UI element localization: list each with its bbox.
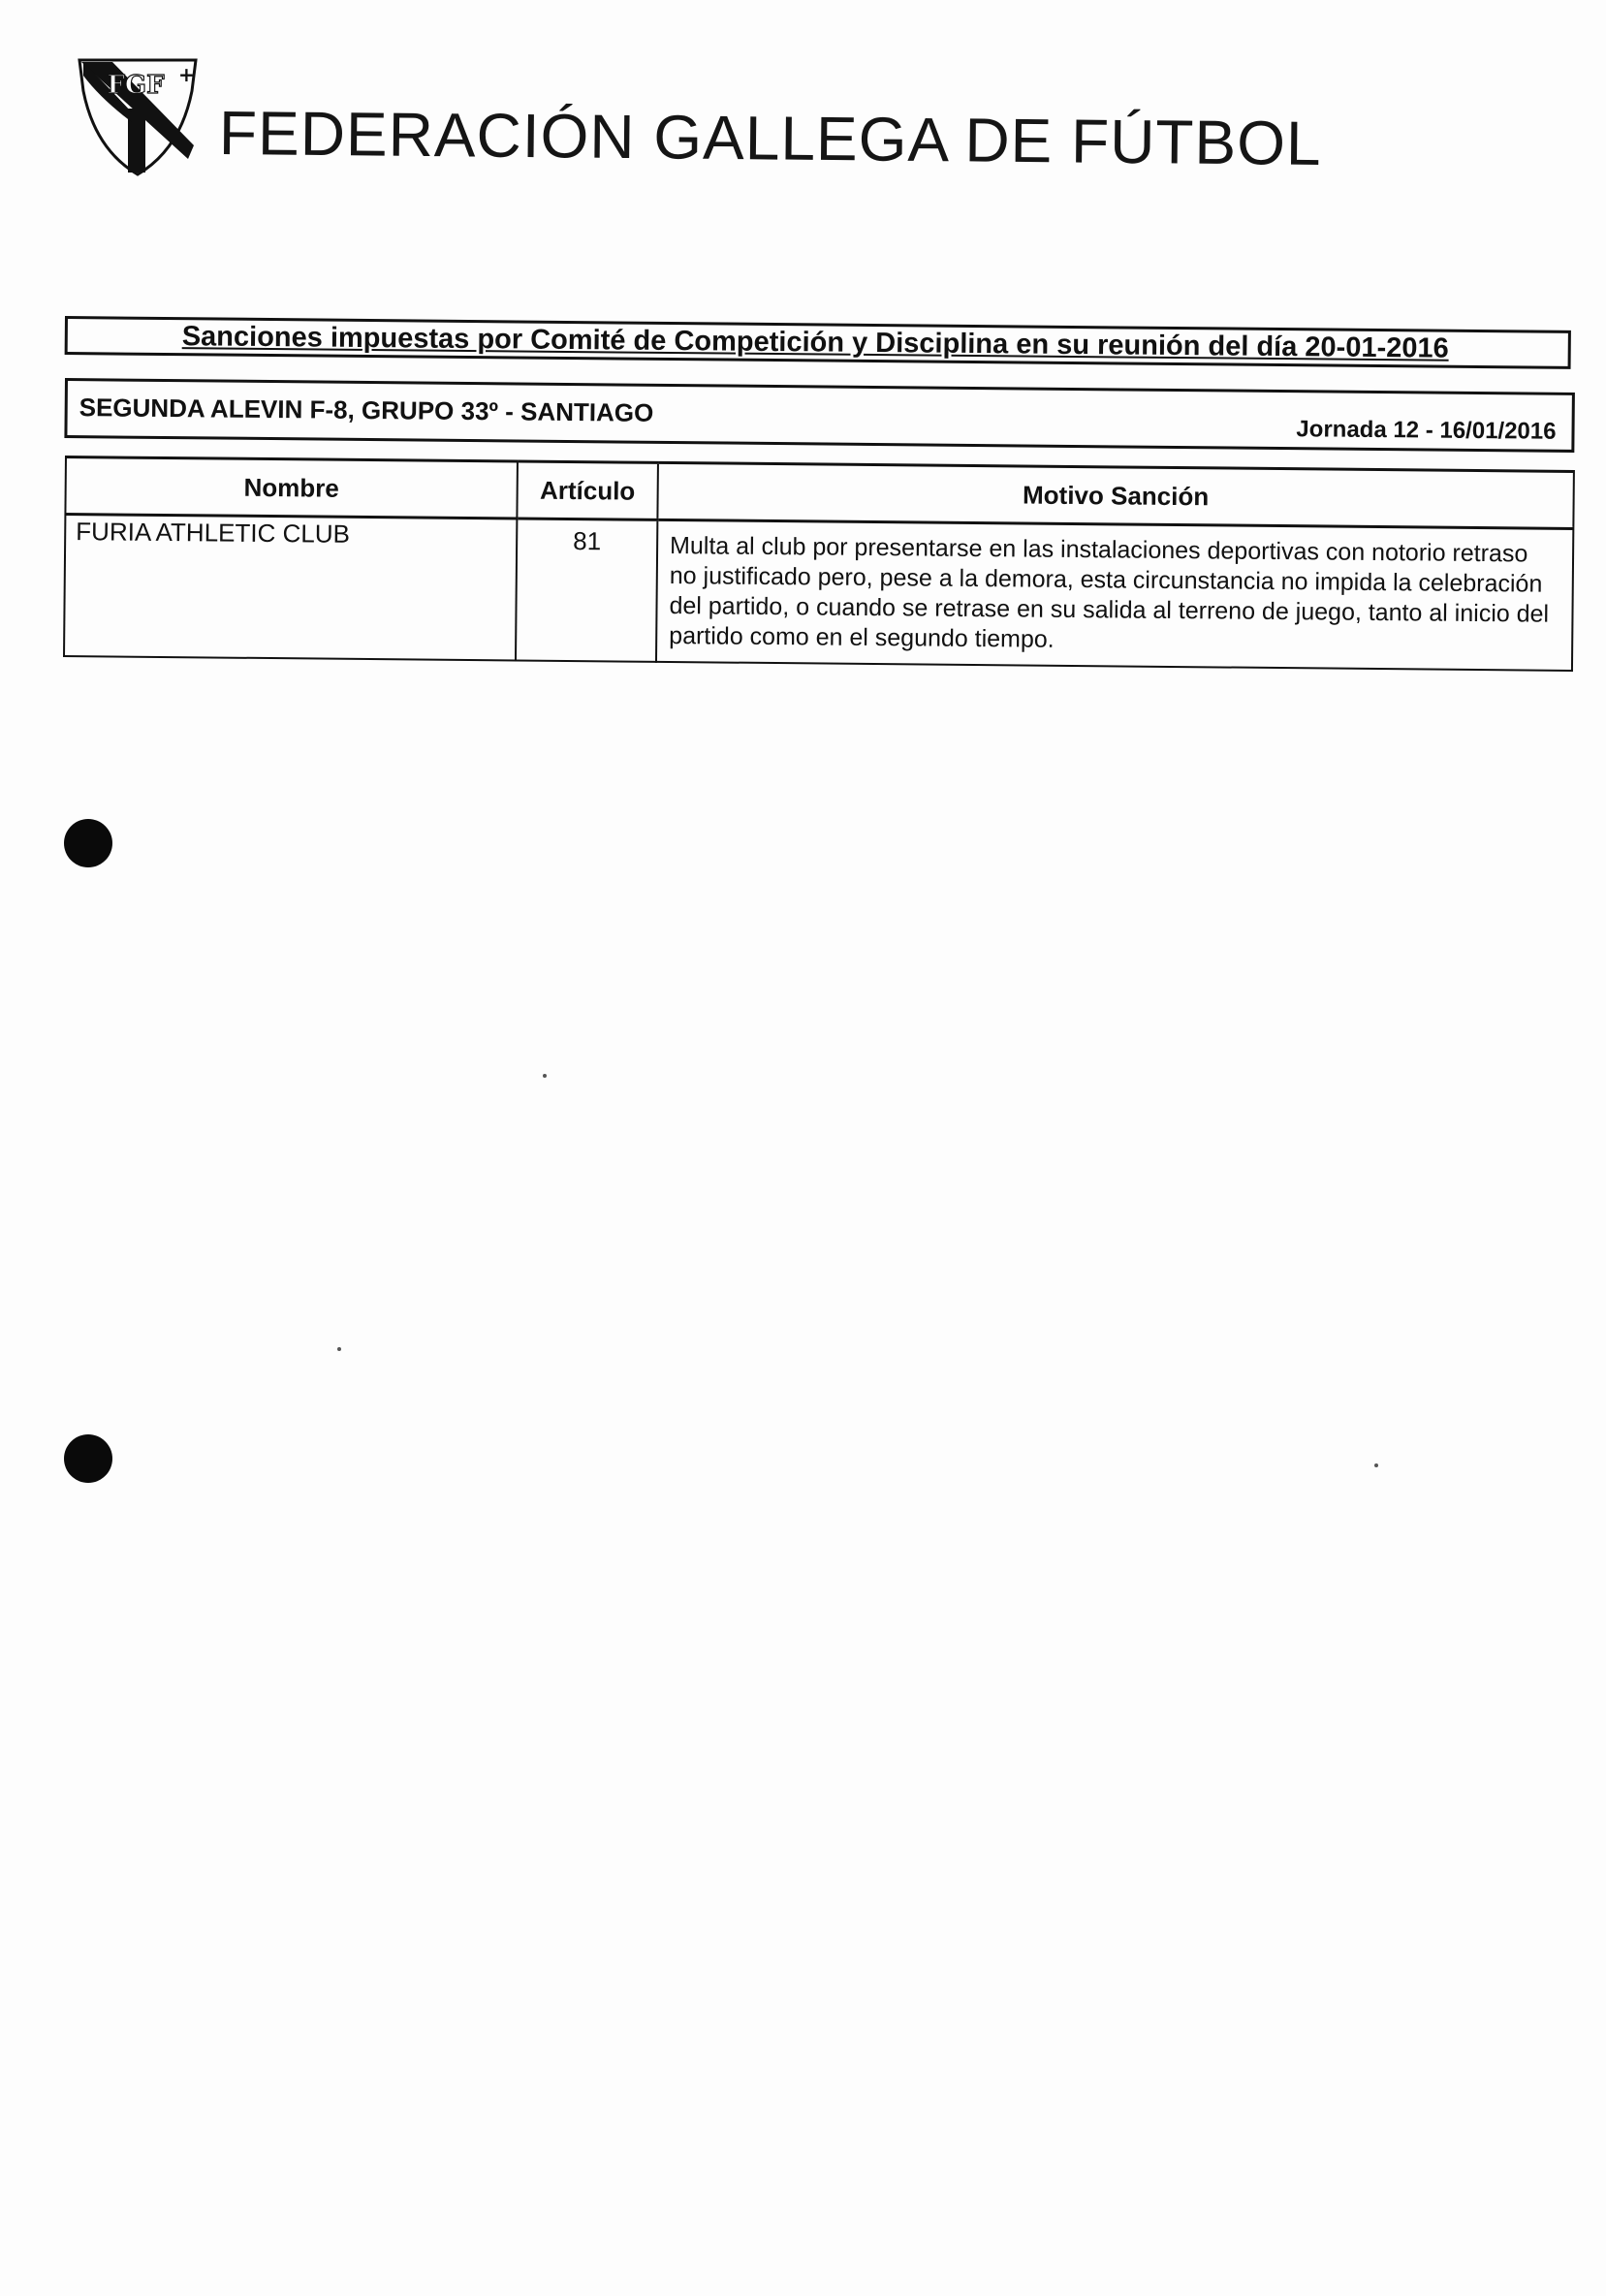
cell-reason: Multa al club por presentarse en las instalaciones deportivas con notorio retraso no justificado pero, pese a la demora, esta circunstancia no impida la celebración del partido, o cuando se retrase en su salida al terreno de juego, tanto al inicio del partido como en el segundo tiempo. bbox=[656, 519, 1573, 671]
cell-article: 81 bbox=[516, 519, 657, 662]
punch-hole bbox=[64, 819, 112, 867]
table-row bbox=[64, 515, 1573, 671]
header-article: Artículo bbox=[517, 461, 658, 519]
sanctions-table-wrap bbox=[63, 456, 1575, 670]
cell-name: FURIA ATHLETIC CLUB bbox=[64, 515, 517, 661]
header-name: Nombre bbox=[65, 457, 518, 519]
svg-text:+: + bbox=[178, 63, 195, 86]
sanctions-table bbox=[63, 456, 1575, 672]
punch-hole bbox=[64, 1434, 112, 1483]
competition-jornada: Jornada 12 - 16/01/2016 bbox=[1296, 416, 1557, 445]
session-title: Sanciones impuestas por Comité de Competición y Disciplina en su reunión del día 20-01-2016 bbox=[181, 321, 1449, 364]
fgf-logo-icon bbox=[74, 52, 202, 178]
scan-speck bbox=[337, 1347, 341, 1351]
competition-box bbox=[64, 378, 1575, 453]
scan-speck bbox=[1374, 1463, 1378, 1467]
header-reason: Motivo Sanción bbox=[657, 462, 1574, 528]
competition-group: SEGUNDA ALEVIN F-8, GRUPO 33º - SANTIAGO bbox=[79, 393, 654, 427]
session-box bbox=[65, 316, 1571, 369]
scan-speck bbox=[543, 1074, 547, 1078]
svg-text:FGF: FGF bbox=[107, 71, 165, 100]
organization-title: FEDERACIÓN GALLEGA DE FÚTBOL bbox=[218, 98, 1322, 178]
